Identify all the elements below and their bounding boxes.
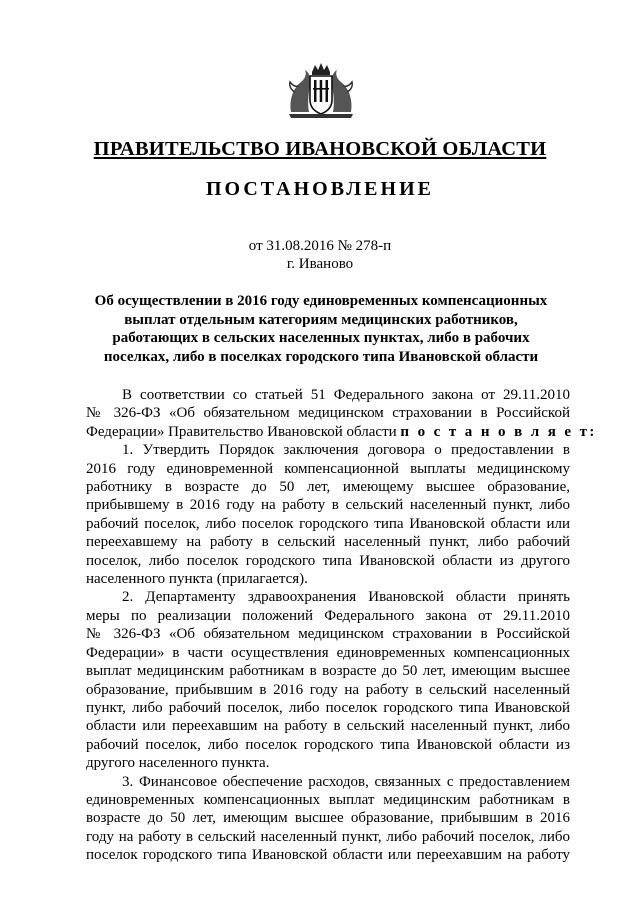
body-line	[86, 423, 597, 441]
body-line: переехавшему на работу в сельский населенный пункт, либо рабочий	[86, 534, 570, 551]
body-line: рабочий поселок, либо поселок городского типа Ивановской области из	[86, 736, 570, 753]
body-line: 2. Департаменту здравоохранения Ивановской области принять	[122, 589, 570, 606]
body-line: единовременных компенсационных выплат медицинским работникам в	[86, 791, 570, 808]
body-line: работнику в возрасте до 50 лет, имеющему высшее образование,	[86, 479, 570, 496]
city-line: г. Иваново	[286, 256, 354, 272]
body-line: меры по реализации положений Федерального закона от 29.11.2010	[86, 607, 570, 624]
body-line: 1. Утвердить Порядок заключения договора о предоставлении в	[122, 442, 570, 459]
resolves-keyword: п о с т а н о в л я е т:	[400, 423, 597, 440]
document-type-title: ПОСТАНОВЛЕНИЕ	[206, 178, 434, 200]
coat-of-arms-emblem	[285, 62, 357, 120]
document-body	[86, 386, 597, 865]
subject-line: поселках, либо в поселках городского типа Ивановской области	[103, 348, 539, 365]
government-title: ПРАВИТЕЛЬСТВО ИВАНОВСКОЙ ОБЛАСТИ	[93, 138, 547, 160]
subject-line: выплат отдельным категориям медицинских работников,	[124, 311, 518, 328]
body-line: поселок городского типа Ивановской области или переехавшим на работу	[86, 847, 570, 864]
body-text: Федерации» Правительство Ивановской области	[86, 423, 401, 440]
subject-line: работающих в сельских населенных пунктах, либо в рабочих	[112, 330, 530, 346]
body-line: году на работу в сельский населенный пункт, либо рабочий поселок, либо	[86, 828, 570, 845]
subject-line: Об осуществлении в 2016 году единовременных компенсационных	[94, 293, 548, 309]
document-subject	[90, 292, 552, 366]
body-line: Федерации» в части осуществления единовременных компенсационных	[86, 644, 570, 661]
body-line: другого населенного пункта.	[86, 755, 270, 772]
body-line: образование, прибывшим в 2016 году на работу в сельский населенный	[86, 681, 570, 698]
body-line: населенного пункта (прилагается).	[86, 571, 308, 588]
body-line: 2016 году единовременной компенсационной выплаты медицинскому	[86, 460, 570, 477]
body-line: В соответствии со статьей 51 Федерального закона от 29.11.2010	[122, 387, 570, 403]
date-number-line: от 31.08.2016 № 278-п	[248, 238, 392, 254]
body-line: возрасте до 50 лет, имеющим высшее образование, прибывшим в 2016	[86, 810, 570, 827]
body-line: поселок, либо поселок городского типа Ивановской области из другого	[86, 552, 570, 569]
body-line: 3. Финансовое обеспечение расходов, связанных с предоставлением	[122, 773, 570, 790]
body-line: № 326-ФЗ «Об обязательном медицинском страховании в Российской	[86, 405, 570, 422]
body-line: прибывшему в 2016 году на работу в сельский населенный пункт, либо	[86, 497, 570, 514]
body-line: области или переехавшим на работу в сельский населенный пункт, либо	[86, 718, 570, 735]
body-line: № 326-ФЗ «Об обязательном медицинском страховании в Российской	[86, 626, 570, 643]
body-line: пункт, либо рабочий поселок, либо поселок городского типа Ивановской	[86, 699, 570, 716]
body-line: рабочий поселок, либо поселок городского типа Ивановской области или	[86, 515, 570, 532]
body-line: выплат медицинским работникам в возрасте до 50 лет, имеющим высшее	[86, 663, 570, 680]
